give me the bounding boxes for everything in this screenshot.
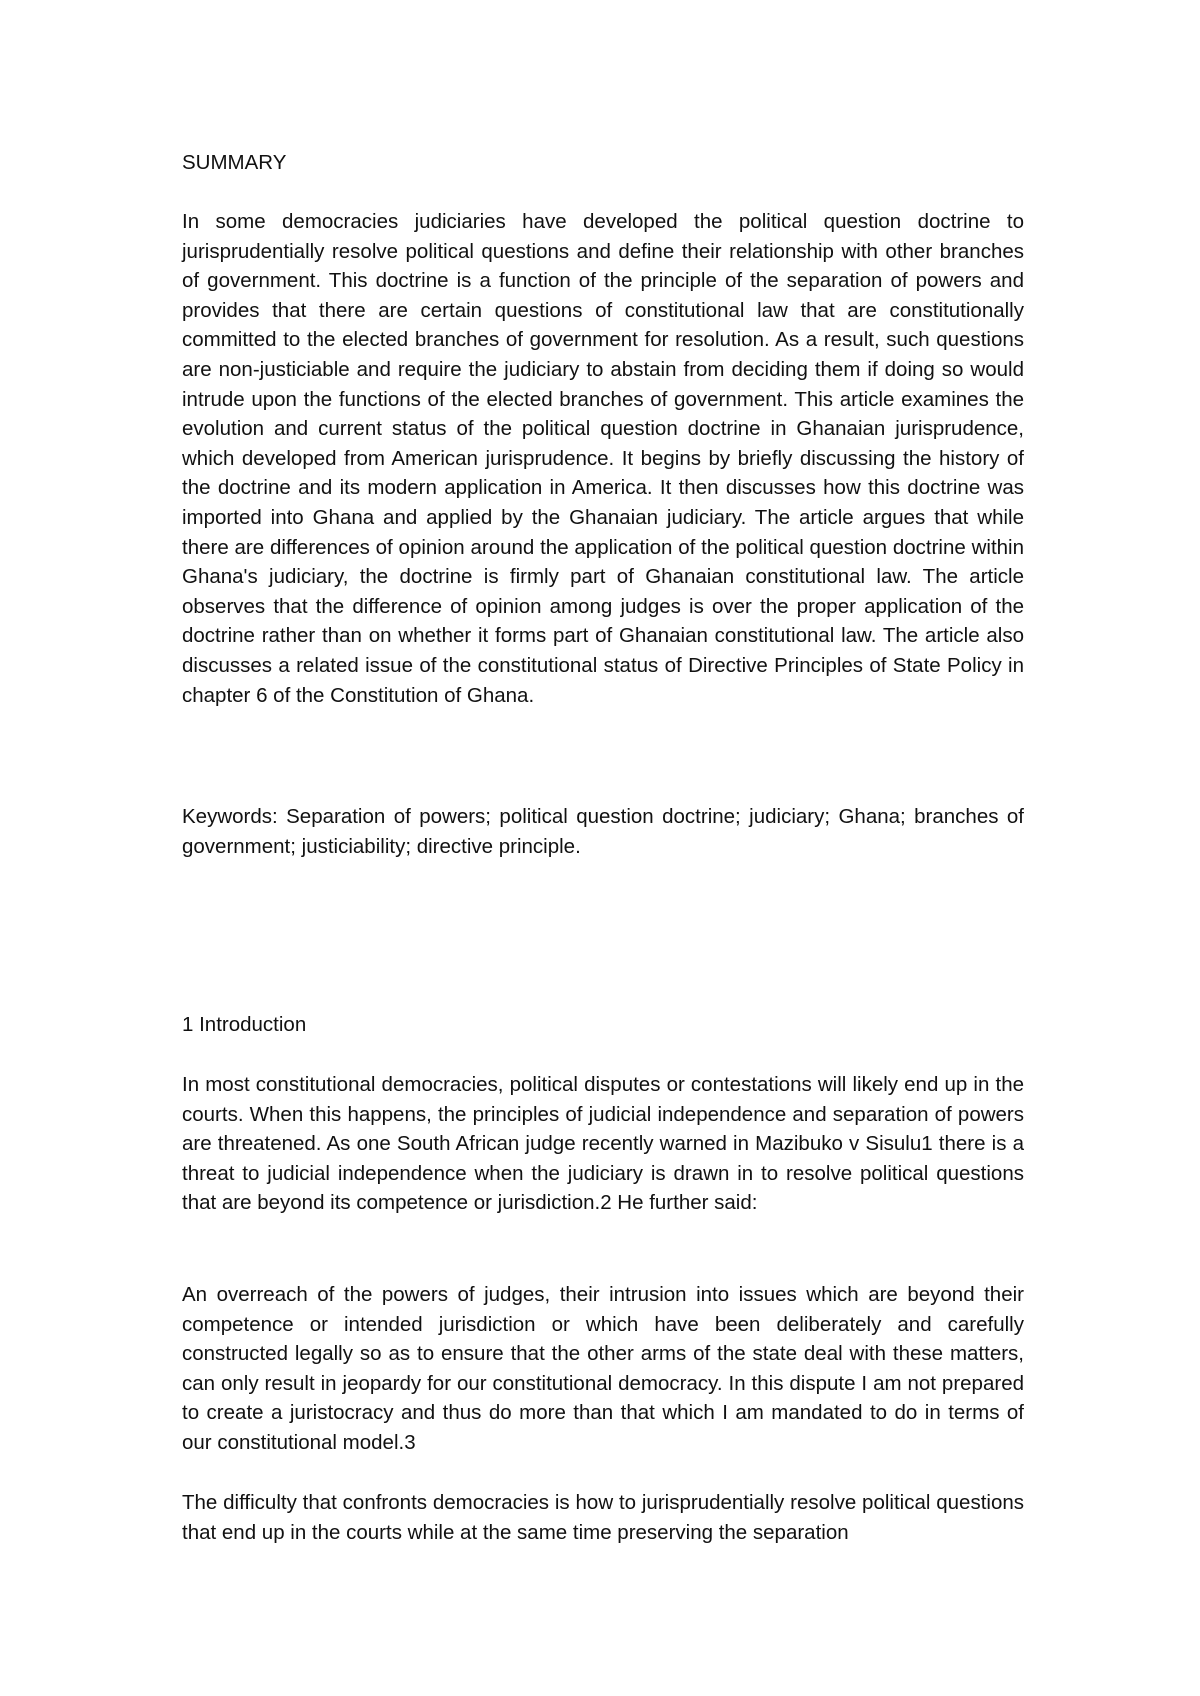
summary-heading: SUMMARY bbox=[182, 151, 287, 174]
introduction-paragraph-1: In most constitutional democracies, political disputes or contestations will likely end up in the courts. When this happens, the principles of judicial independence and separation of powers are threatened. As one South African judge recently warned in Mazibuko v Sisulu1 there is a threat to judicial independence when the judiciary is drawn in to resolve political questions that are beyond its competence or jurisdiction.2 He further said: bbox=[182, 1073, 1024, 1215]
introduction-paragraph-2: The difficulty that confronts democracies is how to jurisprudentially resolve political questions that end up in the courts while at the same time preserving the separation bbox=[182, 1491, 1024, 1544]
keywords-paragraph: Keywords: Separation of powers; political question doctrine; judiciary; Ghana; branches of government; justiciability; directive principle. bbox=[182, 805, 1024, 858]
introduction-heading: 1 Introduction bbox=[182, 1013, 307, 1036]
introduction-quote: An overreach of the powers of judges, their intrusion into issues which are beyond their competence or intended jurisdiction or which have been deliberately and carefully constructed legally so as to ensure that the other arms of the state deal with these matters, can only result in jeopardy for our constitutional democracy. In this dispute I am not prepared to create a juristocracy and thus do more than that which I am mandated to do in terms of our constitutional model.3 bbox=[182, 1283, 1024, 1454]
summary-paragraph: In some democracies judiciaries have developed the political question doctrine to jurisprudentially resolve political questions and define their relationship with other branches of government. This doctrine is a function of the principle of the separation of powers and provides that there are certain questions of constitutional law that are constitutionally committed to the elected branches of government for resolution. As a result, such questions are non-justiciable and require the judiciary to abstain from deciding them if doing so would intrude upon the functions of the elected branches of government. This article examines the evolution and current status of the political question doctrine in Ghanaian jurisprudence, which developed from American jurisprudence. It begins by briefly discussing the history of the doctrine and its modern application in America. It then discusses how this doctrine was imported into Ghana and applied by the Ghanaian judiciary. The article argues that while there are differences of opinion around the application of the political question doctrine within Ghana's judiciary, the doctrine is firmly part of Ghanaian constitutional law. The article observes that the difference of opinion among judges is over the proper application of the doctrine rather than on whether it forms part of Ghanaian constitutional law. The article also discusses a related issue of the constitutional status of Directive Principles of State Policy in chapter 6 of the Constitution of Ghana. bbox=[182, 210, 1024, 707]
